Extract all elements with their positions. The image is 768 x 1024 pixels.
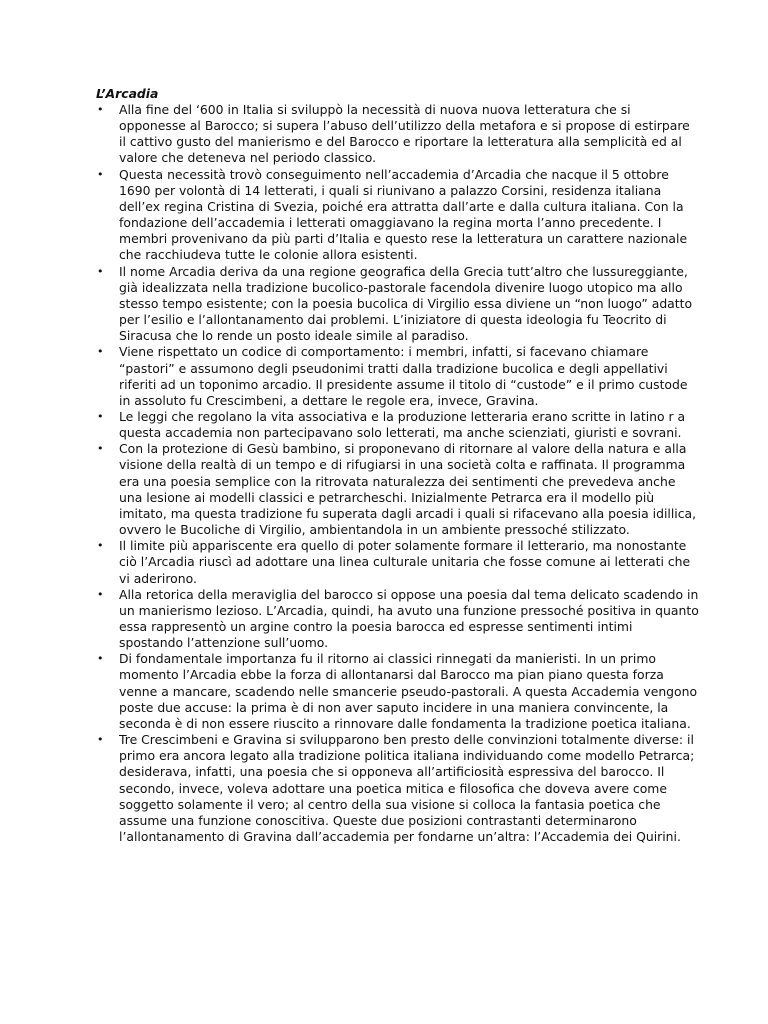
bullet-icon: •: [97, 103, 104, 116]
list-item: [96, 102, 700, 167]
list-item: [96, 587, 700, 652]
list-item-text: Tre Crescimbeni e Gravina si svilupparono ben presto delle convinzioni totalmente diverse: il primo era ancora legato alla tradizione politica italiana individuando come modello Petrarca; desiderava, infatti, una poesia che si opponeva all’artificiosità espressiva del barocco. Il secondo, invece, voleva adottare una poetica mitica e filosofica che doveva avere come soggetto solamente il vero; al centro della sua visione si colloca la fantasia poetica che assume una funzione conoscitiva. Queste due posizioni contrastanti determinarono l’allontanamento di Gravina dall’accademia per fondarne un’altra: l’Accademia dei Quirini.: [119, 732, 695, 845]
list-item-text: Con la protezione di Gesù bambino, si proponevano di ritornare al valore della natura e alla visione della realtà di un tempo e di rifugiarsi in una società colta e raffinata. Il programma era una poesia semplice con la ritrovata naturalezza dei sentimenti che prevedeva anche una lesione ai modelli classici e petrarcheschi. Inizialmente Petrarca era il modello più imitato, ma questa tradizione fu superata dagli arcadi i quali si rifacevano alla poesia idillica, ovvero le Bucoliche di Virgilio, ambientandola in un ambiente pressoché stilizzato.: [119, 441, 697, 538]
list-item-text: Le leggi che regolano la vita associativa e la produzione letteraria erano scritte in latino r a questa accademia non partecipavano solo letterati, ma anche scienziati, giuristi e sovrani.: [119, 408, 686, 441]
bullet-icon: •: [97, 587, 104, 601]
bullet-icon: •: [97, 345, 104, 359]
list-item: [96, 264, 700, 345]
list-item: [96, 344, 700, 409]
bullet-icon: •: [97, 539, 104, 553]
bullet-icon: •: [97, 733, 104, 747]
list-item: [96, 732, 700, 845]
document-body: [96, 86, 700, 845]
bullet-icon: •: [97, 264, 104, 278]
bullet-icon: •: [97, 442, 104, 456]
list-item-text: Viene rispettato un codice di comportamento: i membri, infatti, si facevano chiamare “pastori” e assumono degli pseudonimi tratti dalla tradizione bucolica e degli appellativi riferiti ad un toponimo arcadio. Il presidente assume il titolo di “custode” e il primo custode in assoluto fu Crescimbeni, a dettare le regole era, invece, Gravina.: [119, 344, 688, 408]
list-item-text: Il nome Arcadia deriva da una regione geografica della Grecia tutt’altro che lussureggiante, già idealizzata nella tradizione bucolico-pastorale facendola divenire luogo utopico ma allo stesso tempo esistente; con la poesia bucolica di Virgilio essa diviene un “non luogo” adatto per l’esilio e l’allontanamento dai problemi. L’iniziatore di questa ideologia fu Teocrito di Siracusa che lo rende un posto ideale simile al paradiso.: [119, 263, 693, 344]
list-item-text: Di fondamentale importanza fu il ritorno ai classici rinnegati da manieristi. In un primo momento l’Arcadia ebbe la forza di allontanarsi dal Barocco ma pian piano questa forza venne a mancare, scadendo nelle smancerie pseudo-pastorali. A questa Accademia vengono poste due accuse: la prima è di non aver saputo incidere in una maniera convincente, la seconda è di non essere riuscito a rinnovare dalle fondamenta la tradizione poetica italiana.: [119, 651, 698, 731]
document-title: L’Arcadia: [96, 86, 159, 101]
list-item: [96, 441, 700, 538]
bullet-icon: •: [97, 409, 104, 423]
bullet-icon: •: [97, 167, 104, 181]
bullet-icon: •: [97, 652, 104, 666]
list-item: [96, 651, 700, 732]
list-item: [96, 538, 700, 586]
list-item: [96, 167, 700, 264]
list-item-text: Alla retorica della meraviglia del barocco si oppose una poesia dal tema delicato scadendo in un manierismo lezioso. L’Arcadia, quindi, ha avuto una funzione pressoché positiva in quanto essa rappresentò un argine contro la poesia barocca ed espresse sentimenti intimi spostando l’attenzione sull’uomo.: [119, 586, 699, 651]
list-item-text: Alla fine del ‘600 in Italia si sviluppò la necessità di nuova nuova letteratura che si opponesse al Barocco; si supera l’abuso dell’utilizzo della metafora e si propose di estirpare il cattivo gusto del manierismo e del Barocco e riportare la letteratura alla semplicità ed al valore che deteneva nel periodo classico.: [119, 102, 690, 166]
list-item: [96, 409, 700, 441]
list-item-text: Questa necessità trovò conseguimento nell’accademia d’Arcadia che nacque il 5 ottobre 1690 per volontà di 14 letterati, i quali si riunivano a palazzo Corsini, residenza italiana dell’ex regina Cristina di Svezia, poiché era attratta dall’arte e dalla cultura italiana. Con la fondazione dell’accademia i letterati omaggiavano la regina morta l’anno precedente. I membri provenivano da più parti d’Italia e questo rese la letteratura un carattere nazionale che racchiudeva tutte le colonie allora esistenti.: [119, 166, 688, 263]
list-item-text: Il limite più appariscente era quello di poter solamente formare il letterario, ma nonostante ciò l’Arcadia riuscì ad adottare una linea culturale unitaria che fosse comune ai letterati che vi aderirono.: [119, 538, 691, 586]
bullet-list: [96, 102, 700, 845]
